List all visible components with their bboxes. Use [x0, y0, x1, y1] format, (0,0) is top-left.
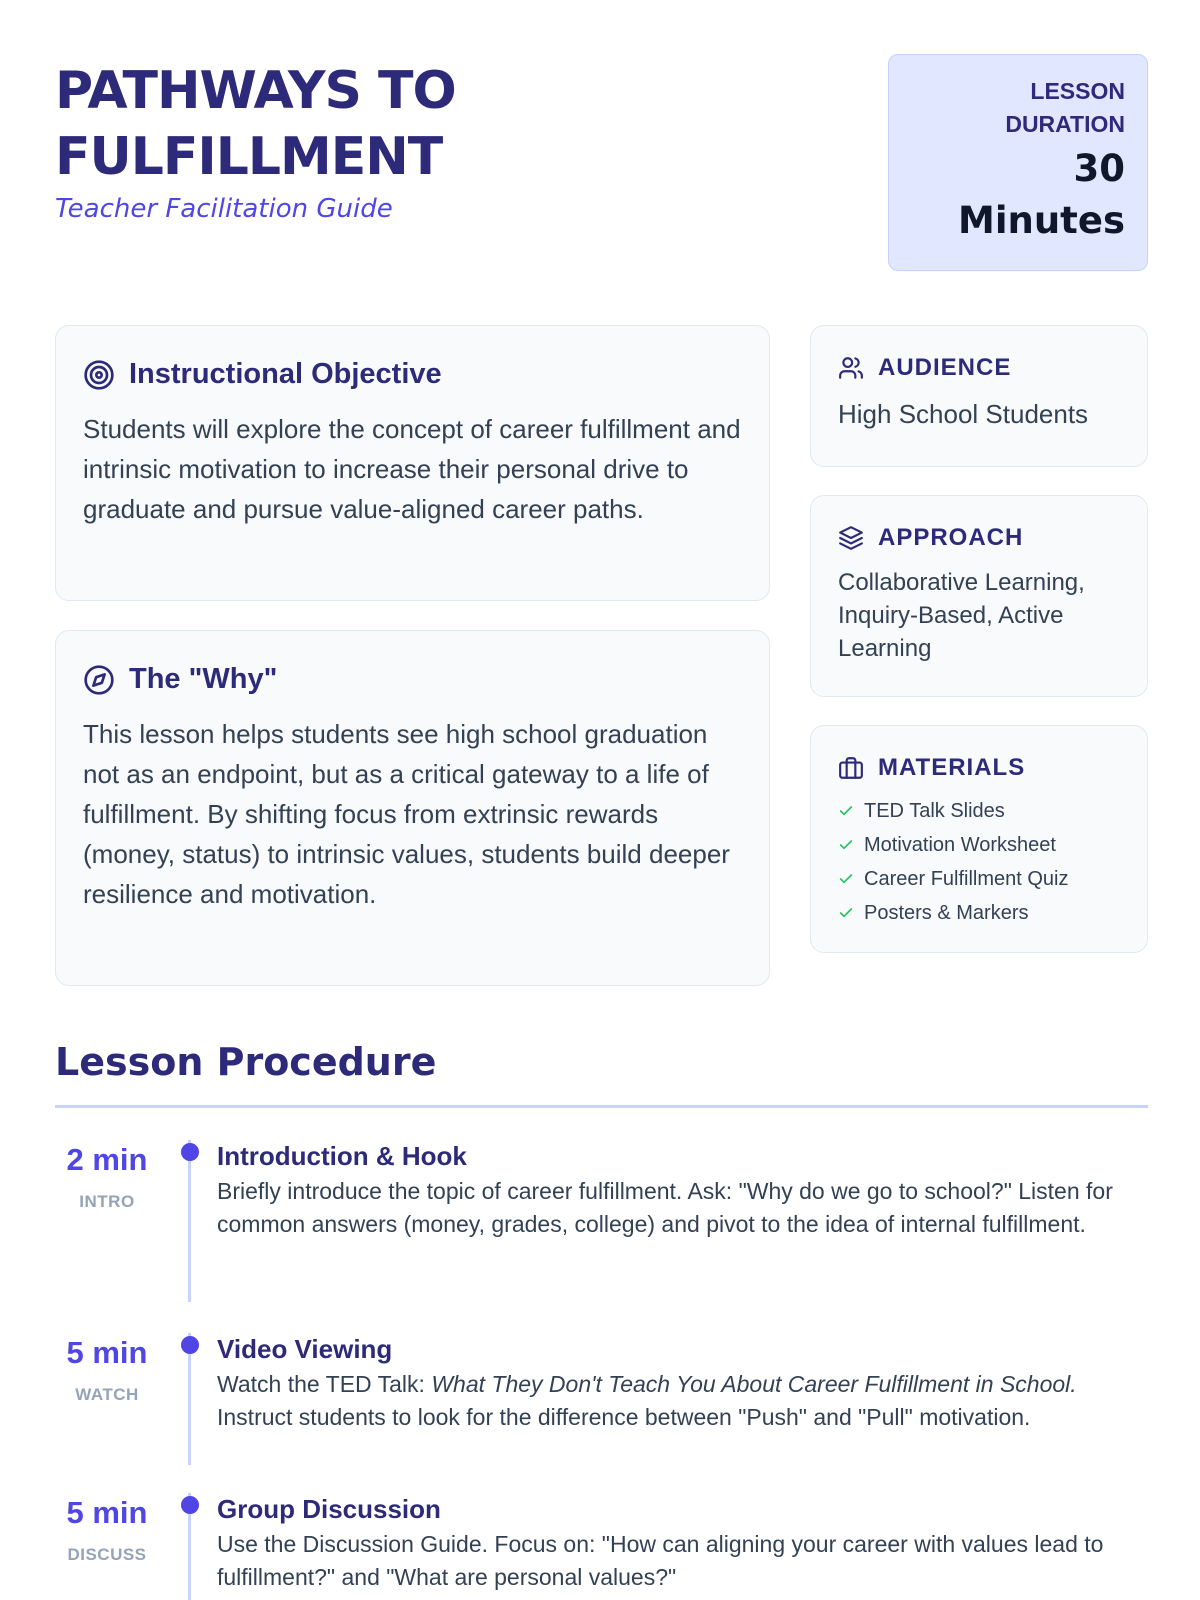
duration-label-line-1: LESSON [1030, 78, 1125, 104]
target-icon [83, 359, 115, 391]
materials-card [810, 725, 1148, 953]
why-header [83, 663, 742, 696]
duration-label-line-2: DURATION [1005, 111, 1125, 137]
materials-item [838, 896, 1120, 930]
step-description: Briefly introduce the topic of career fulfillment. Ask: "Why do we go to school?" Listen for common answers (money, grades, college) and pivot to the idea of internal fulfillment. [217, 1178, 1113, 1237]
check-icon [838, 837, 854, 853]
step-duration: 5 min [66, 1335, 148, 1370]
approach-title: APPROACH [878, 524, 1024, 551]
step-description-suffix: Instruct students to look for the difference between "Push" and "Pull" motivation. [217, 1404, 1031, 1430]
step-description-prefix: Watch the TED Talk: [217, 1371, 432, 1397]
step-content [217, 1140, 1152, 1241]
duration-value-unit: Minutes [958, 199, 1125, 242]
step-title: Introduction & Hook [217, 1141, 467, 1171]
check-icon [838, 905, 854, 921]
step-tag: INTRO [79, 1192, 135, 1211]
compass-icon [83, 664, 115, 696]
objective-header [83, 358, 742, 391]
header [55, 58, 755, 224]
procedure-step [55, 1493, 1148, 1600]
step-tag: DISCUSS [67, 1545, 147, 1564]
procedure-divider [55, 1105, 1148, 1108]
check-icon [838, 803, 854, 819]
audience-title: AUDIENCE [878, 354, 1012, 381]
objective-card [55, 325, 770, 601]
timeline-dot [181, 1336, 199, 1354]
materials-header [838, 754, 1120, 782]
objective-body: Students will explore the concept of career fulfillment and intrinsic motivation to increase their personal drive to graduate and pursue value-aligned career paths. [83, 414, 741, 524]
ted-talk-title: What They Don't Teach You About Career Fulfillment in School. [431, 1371, 1077, 1397]
title-line-1: PATHWAYS TO [55, 61, 456, 121]
step-tag: WATCH [75, 1385, 139, 1404]
step-title: Video Viewing [217, 1334, 393, 1364]
step-duration: 2 min [66, 1142, 148, 1177]
step-time [55, 1333, 159, 1405]
layers-icon [838, 525, 864, 551]
users-icon [838, 355, 864, 381]
materials-item [838, 828, 1120, 862]
materials-item-label: Career Fulfillment Quiz [864, 868, 1069, 890]
step-description [217, 1368, 1152, 1434]
why-title: The "Why" [129, 663, 278, 695]
timeline-dot [181, 1143, 199, 1161]
lesson-duration-card [888, 54, 1148, 271]
procedure-step [55, 1140, 1148, 1305]
page-subtitle: Teacher Facilitation Guide [55, 194, 393, 224]
materials-item-label: Posters & Markers [864, 902, 1029, 924]
check-icon [838, 871, 854, 887]
approach-header [838, 524, 1120, 552]
approach-card [810, 495, 1148, 697]
materials-item-label: TED Talk Slides [864, 800, 1005, 822]
audience-body: High School Students [838, 399, 1089, 429]
title-line-2: FULFILLMENT [55, 127, 443, 187]
timeline-line [188, 1140, 191, 1302]
timeline-dot [181, 1496, 199, 1514]
step-duration: 5 min [66, 1495, 148, 1530]
objective-title: Instructional Objective [129, 358, 442, 390]
why-body: This lesson helps students see high school graduation not as an endpoint, but as a critical gateway to a life of fulfillment. By shifting focus from extrinsic rewards (money, status) to intrinsic values, students build deeper resilience and motivation. [83, 719, 730, 909]
duration-value-number: 30 [1073, 147, 1125, 190]
audience-card [810, 325, 1148, 467]
materials-item [838, 794, 1120, 828]
page-title [55, 58, 755, 190]
briefcase-icon [838, 755, 864, 781]
materials-item [838, 862, 1120, 896]
step-title: Group Discussion [217, 1494, 441, 1524]
procedure-title: Lesson Procedure [55, 1040, 437, 1084]
approach-body: Collaborative Learning, Inquiry-Based, Active Learning [838, 569, 1085, 662]
step-description: Use the Discussion Guide. Focus on: "How can aligning your career with values lead to fulfillment?" and "What are personal values?" [217, 1531, 1104, 1590]
step-time [55, 1493, 159, 1565]
materials-list [838, 794, 1120, 930]
why-card [55, 630, 770, 986]
materials-title: MATERIALS [878, 754, 1026, 781]
audience-header [838, 354, 1120, 382]
step-content [217, 1333, 1152, 1434]
procedure-step [55, 1333, 1148, 1463]
step-time [55, 1140, 159, 1212]
step-content [217, 1493, 1152, 1594]
materials-item-label: Motivation Worksheet [864, 834, 1056, 856]
